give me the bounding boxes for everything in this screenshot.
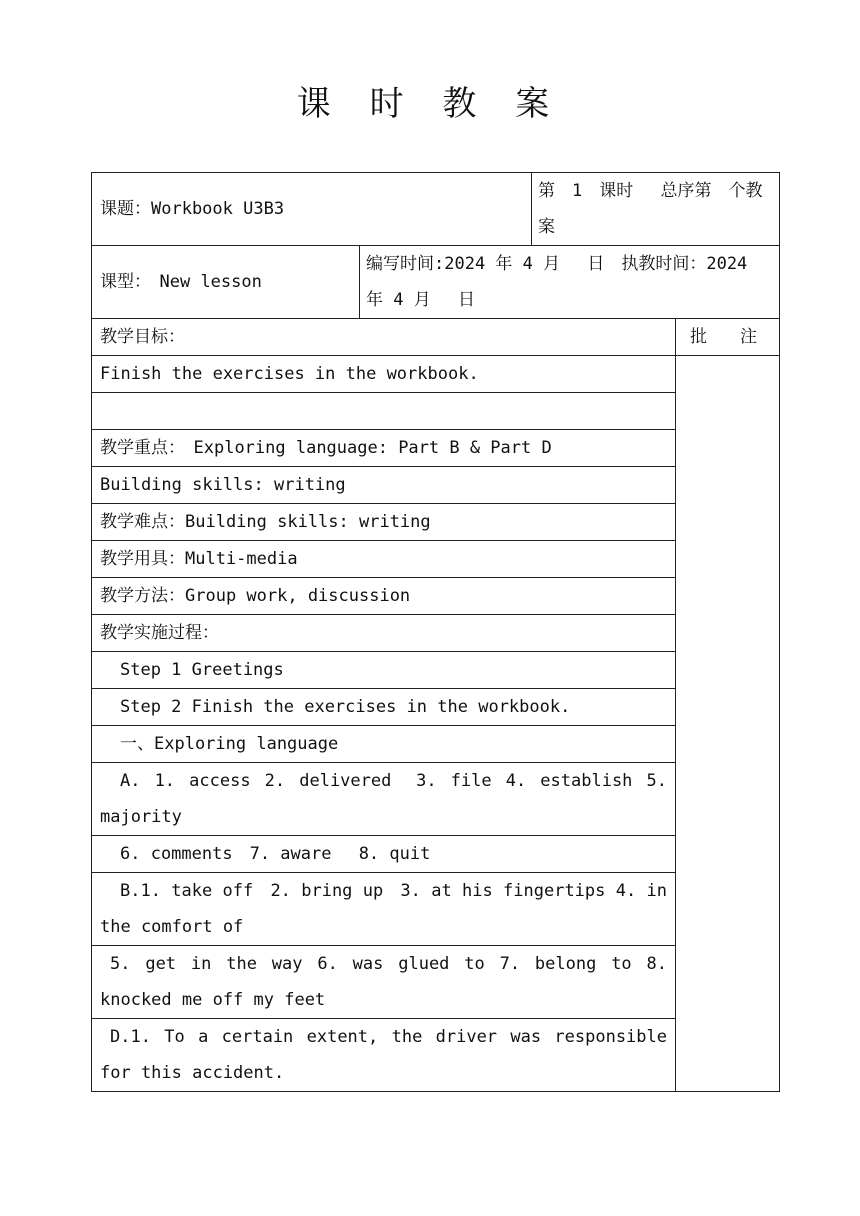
lesson-plan-table <box>91 172 779 1092</box>
lesson-type-cell: 课型： New lesson <box>92 246 360 319</box>
key-points-cont: Building skills: writing <box>92 467 676 504</box>
header-table-2 <box>91 245 780 319</box>
procedure-label: 教学实施过程： <box>92 615 676 652</box>
teaching-methods: 教学方法：Group work, discussion <box>92 578 676 615</box>
answers-a-2: 6. comments 7. aware 8. quit <box>92 836 676 873</box>
answers-b-1: B.1. take off 2. bring up 3. at his fingertips 4. in the comfort of <box>92 873 676 946</box>
notes-label: 批 注 <box>676 319 780 356</box>
topic-cell: 课题：Workbook U3B3 <box>92 173 532 246</box>
step-2: Step 2 Finish the exercises in the workbook. <box>92 689 676 726</box>
objective-text: Finish the exercises in the workbook. <box>92 356 676 393</box>
key-points: 教学重点： Exploring language: Part B & Part D <box>92 430 676 467</box>
answers-d-1: D.1. To a certain extent, the driver was responsible for this accident. <box>92 1019 676 1092</box>
page-title: 课 时 教 案 <box>296 84 564 124</box>
difficult-points: 教学难点：Building skills: writing <box>92 504 676 541</box>
objectives-label: 教学目标： <box>92 319 676 356</box>
step-1: Step 1 Greetings <box>92 652 676 689</box>
answers-b-2: 5. get in the way 6. was glued to 7. belong to 8. knocked me off my feet <box>92 946 676 1019</box>
lesson-number-cell: 第 1 课时 总序第 个教案 <box>532 173 780 246</box>
notes-area <box>676 356 780 1092</box>
writing-time-cell: 编写时间:2024 年 4 月 日 执教时间：2024 年 4 月 日 <box>360 246 780 319</box>
header-table <box>91 172 780 246</box>
section-exploring-language: 一、Exploring language <box>92 726 676 763</box>
answers-a-1: A. 1. access 2. delivered 3. file 4. establish 5. majority <box>92 763 676 836</box>
body-table <box>91 318 780 1092</box>
blank-row <box>92 393 676 430</box>
teaching-aids: 教学用具：Multi-media <box>92 541 676 578</box>
